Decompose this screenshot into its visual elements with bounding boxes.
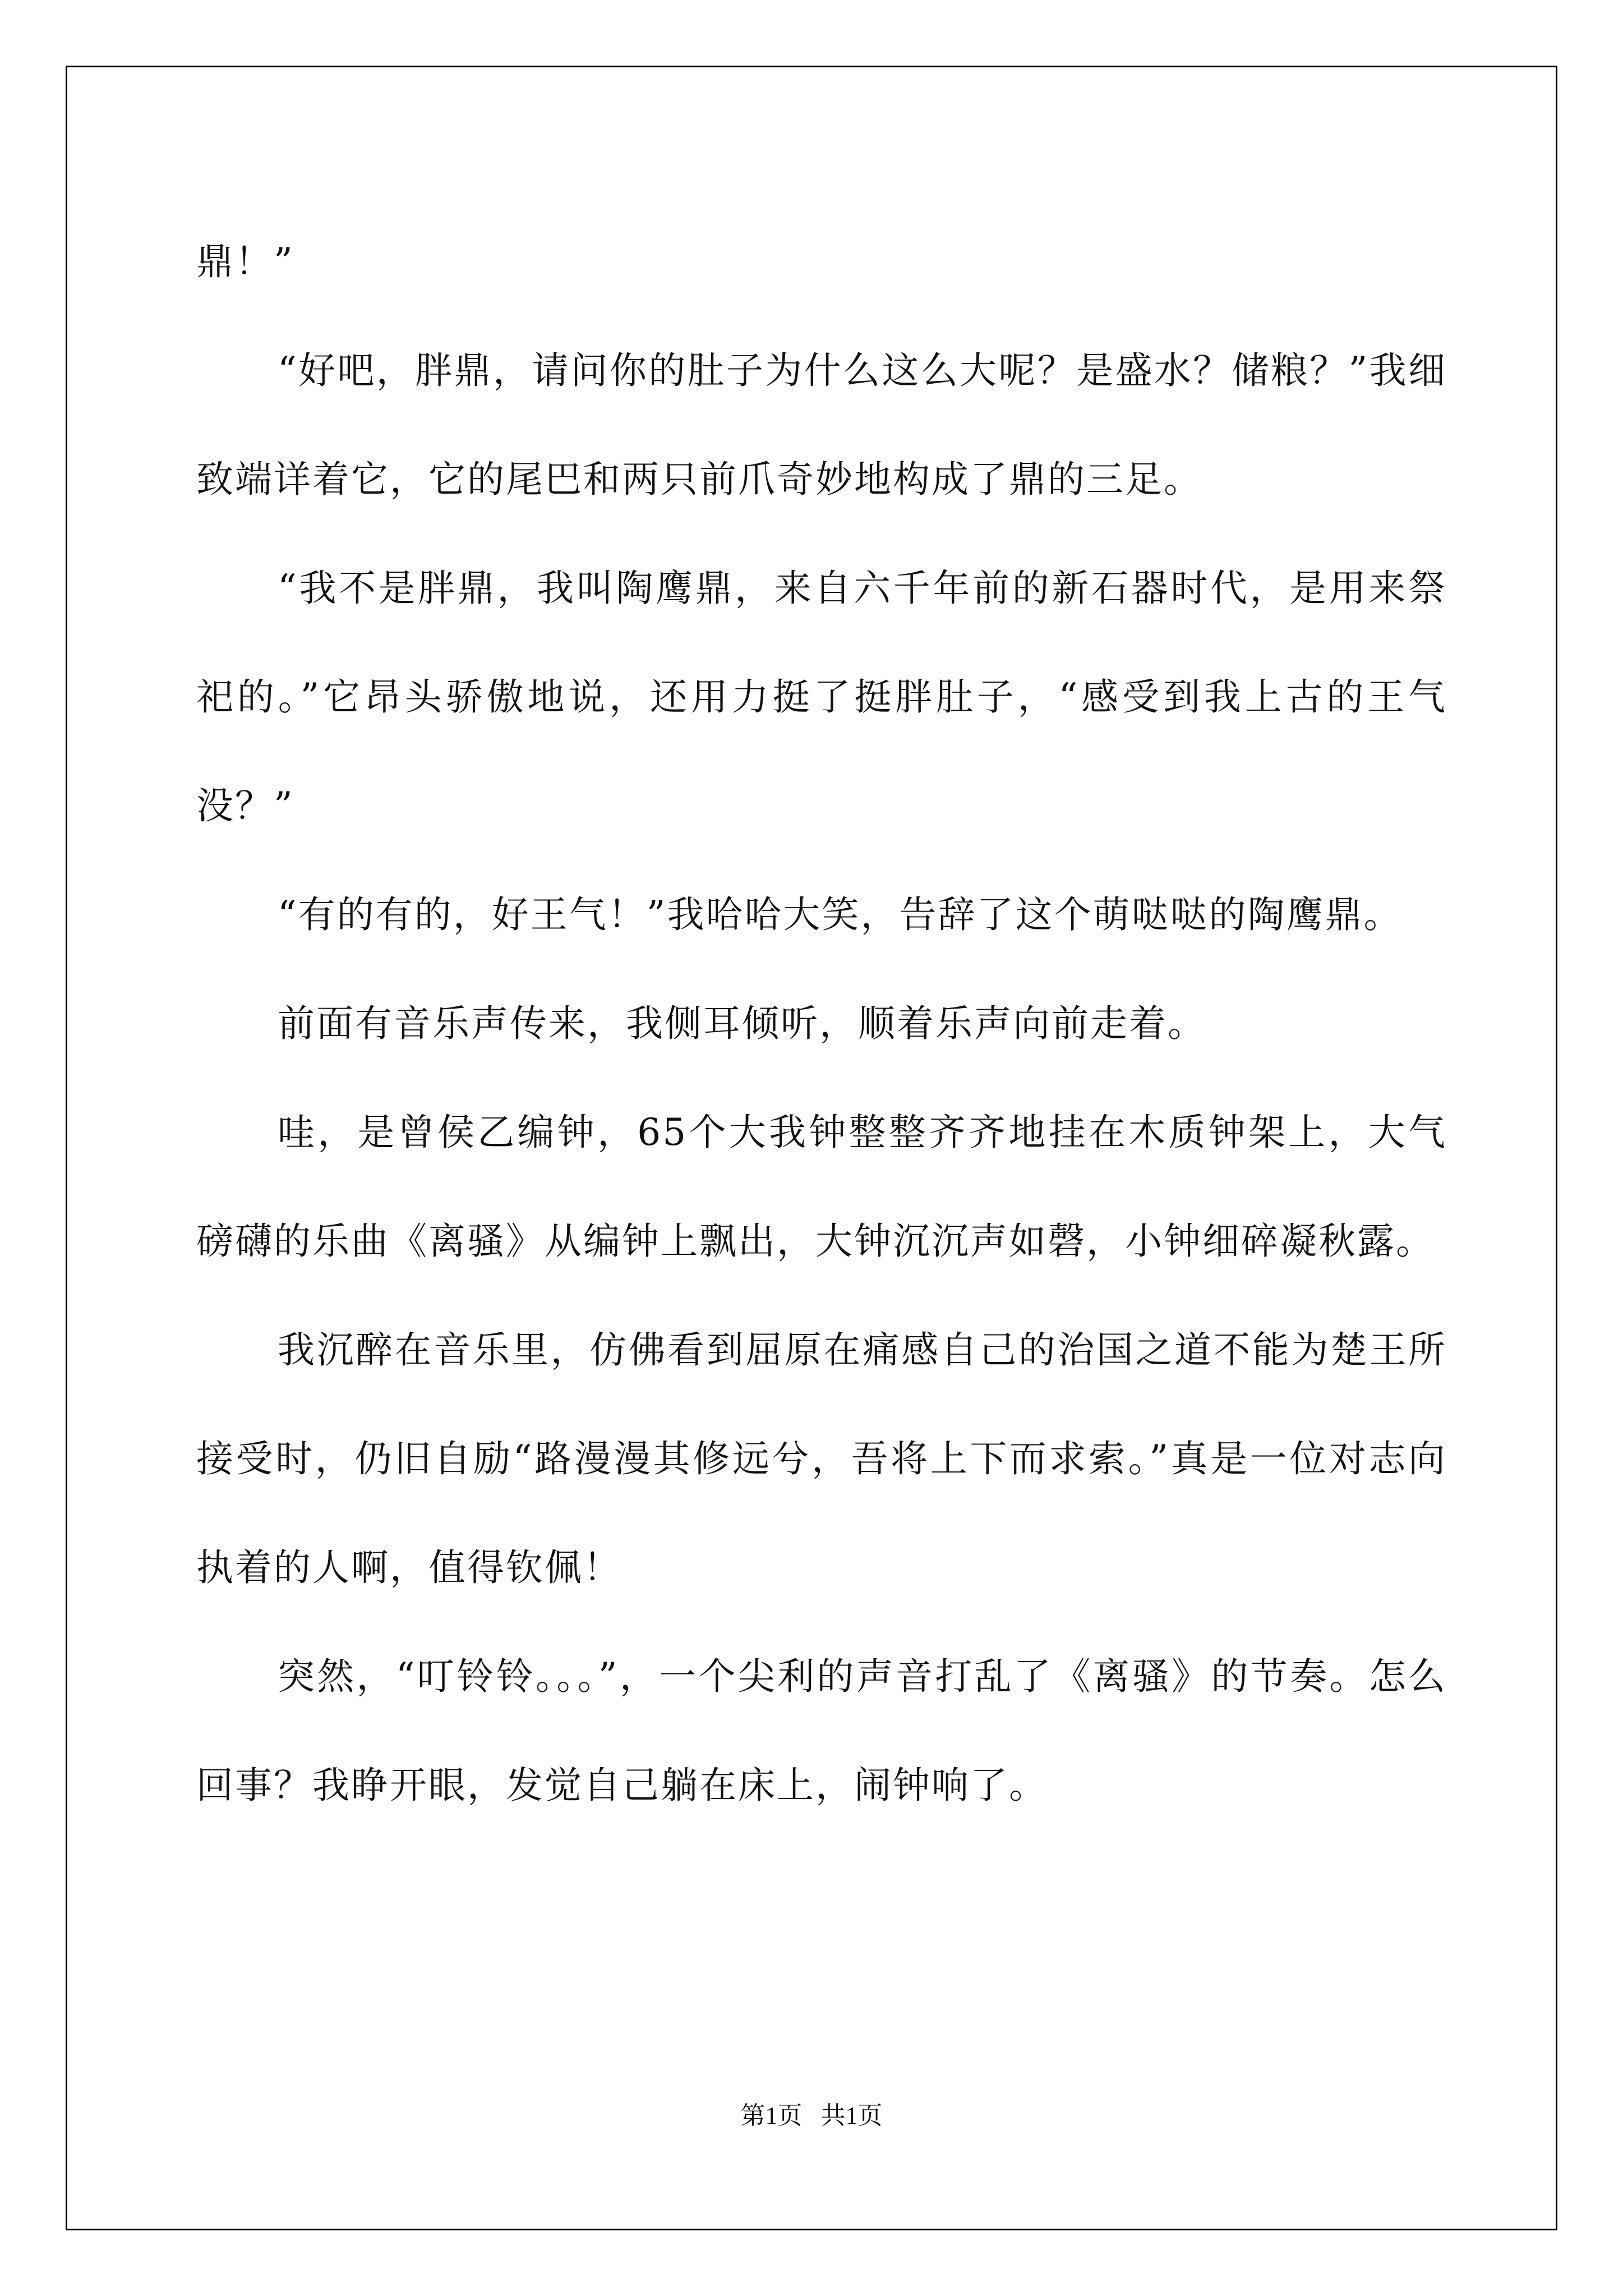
paragraph-7: 我沉醉在音乐里，仿佛看到屈原在痛感自己的治国之道不能为楚王所接受时，仍旧自励“路漫漫其修远兮，吾将上下而求索。”真是一位对志向执着的人啊，值得钦佩！ [196,1328,1447,1589]
document-body [196,208,1447,1840]
page-number-footer: 第1页 共1页 [740,2102,883,2129]
paragraph-4: “有的有的，好王气！”我哈哈大笑，告辞了这个萌哒哒的陶鹰鼎。 [278,893,1403,936]
paragraph-8: 突然，“叮铃铃。。。”，一个尖利的声音打乱了《离骚》的节奏。怎么回事？我睁开眼，发觉自己躺在床上，闹钟响了。 [196,1655,1447,1807]
paragraph-6: 哇，是曾侯乙编钟，65个大我钟整整齐齐地挂在木质钟架上，大气磅礴的乐曲《离骚》从编钟上飘出，大钟沉沉声如磬，小钟细碎凝秋露。 [196,1111,1447,1263]
paragraph-2: “好吧，胖鼎，请问你的肚子为什么这么大呢？是盛水？储粮？”我细致端详着它，它的尾巴和两只前爪奇妙地构成了鼎的三足。 [196,349,1447,501]
paragraph-5: 前面有音乐声传来，我侧耳倾听，顺着乐声向前走着。 [278,1002,1206,1045]
paragraph-1: 鼎！” [196,240,294,283]
paragraph-3: “我不是胖鼎，我叫陶鹰鼎，来自六千年前的新石器时代，是用来祭祀的。”它昂头骄傲地说，还用力挺了挺胖肚子，“感受到我上古的王气没？” [196,567,1447,827]
